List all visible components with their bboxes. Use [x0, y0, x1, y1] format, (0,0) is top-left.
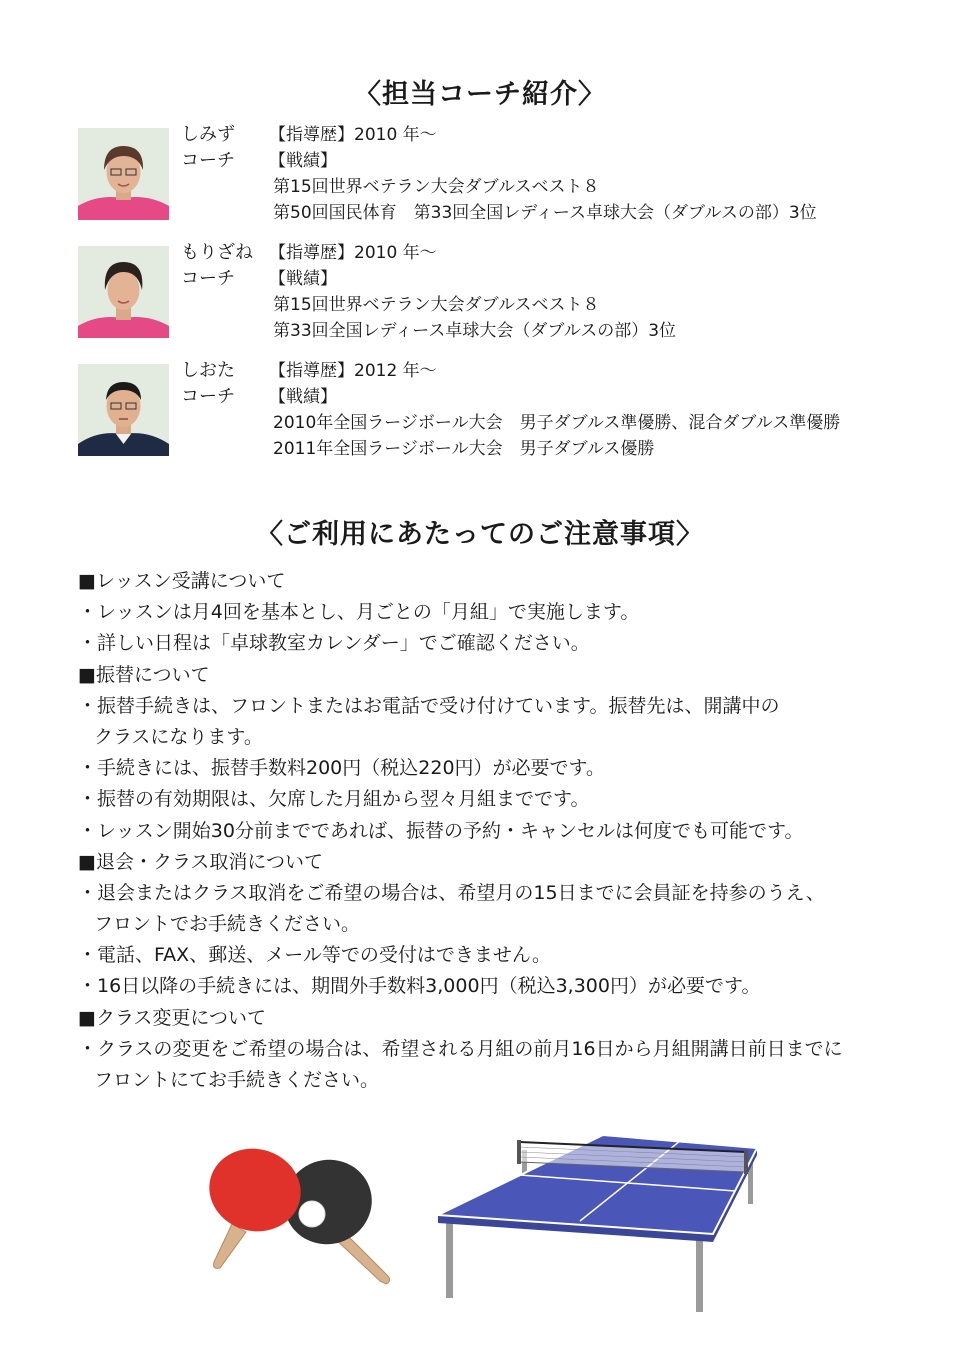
coach-photo-shiota	[78, 364, 169, 456]
notice-item-continuation: フロントにてお手続きください。	[94, 1069, 380, 1091]
coach-history: 【指導歴】2012 年～	[269, 361, 437, 381]
coach-name: もりざね	[181, 242, 253, 263]
coach-history: 【指導歴】2010 年～	[269, 243, 437, 263]
notice-heading: ■クラス変更について	[78, 1006, 267, 1029]
notice-item: ・レッスン開始30分前までであれば、振替の予約・キャンセルは何度でも可能です。	[78, 819, 804, 842]
coach-history: 【指導歴】2010 年～	[269, 125, 437, 145]
notice-heading: ■振替について	[78, 663, 210, 686]
coach-role: コーチ	[181, 268, 235, 289]
coach-record-label: 【戦績】	[269, 269, 337, 289]
coach-record: 第15回世界ベテラン大会ダブルスベスト８	[273, 295, 600, 315]
notice-heading: ■レッスン受講について	[78, 570, 286, 592]
coach-photo-morizane	[78, 246, 169, 338]
notice-item: ・詳しい日程は「卓球教室カレンダー」でご確認ください。	[78, 632, 590, 655]
ping-pong-paddles-icon	[200, 1138, 390, 1284]
coach-record-label: 【戦績】	[269, 387, 337, 407]
coaches-section-title: 〈担当コーチ紹介〉	[354, 79, 606, 110]
coach-record-label: 【戦績】	[269, 151, 337, 171]
notice-item: ・電話、FAX、郵送、メール等での受付はできません。	[78, 944, 551, 967]
notice-item: ・手続きには、振替手数料200円（税込220円）が必要です。	[78, 757, 606, 780]
ping-pong-table-icon	[438, 1135, 757, 1312]
coach-photo-shimizu	[78, 128, 169, 220]
coach-record: 第50回国民体育 第33回全国レディース卓球大会（ダブルスの部）3位	[273, 203, 817, 223]
notice-item: ・16日以降の手続きには、期間外手数料3,000円（税込3,300円）が必要です。	[78, 975, 761, 998]
notice-heading: ■退会・クラス取消について	[78, 850, 324, 873]
coach-record: 第15回世界ベテラン大会ダブルスベスト８	[273, 177, 600, 197]
notice-item-continuation: フロントでお手続きください。	[94, 913, 361, 936]
coach-role: コーチ	[181, 386, 235, 407]
notice-item: ・レッスンは月4回を基本とし、月ごとの「月組」で実施します。	[78, 601, 640, 624]
coach-record: 2011年全国ラージボール大会 男子ダブルス優勝	[273, 439, 655, 459]
coach-card-shiota	[78, 360, 898, 464]
notice-item: ・退会またはクラス取消をご希望の場合は、希望月の15日までに会員証を持参のうえ、	[78, 881, 825, 904]
notice-section-title: 〈ご利用にあたってのご注意事項〉	[256, 519, 704, 550]
notice-list	[78, 566, 908, 1096]
notice-item: ・振替の有効期限は、欠席した月組から翌々月組までです。	[78, 788, 590, 811]
notice-item: ・振替手続きは、フロントまたはお電話で受け付けています。振替先は、開講中の	[78, 694, 780, 717]
coach-name: しおた	[181, 360, 235, 381]
coach-role: コーチ	[181, 150, 235, 171]
coach-record: 第33回全国レディース卓球大会（ダブルスの部）3位	[273, 321, 677, 341]
notice-item-continuation: クラスになります。	[94, 725, 263, 748]
notice-item: ・クラスの変更をご希望の場合は、希望される月組の前月16日から月組開講日前日までに	[78, 1037, 843, 1060]
coach-card-shimizu	[78, 124, 898, 228]
coach-record: 2010年全国ラージボール大会 男子ダブルス準優勝、混合ダブルス準優勝	[273, 413, 841, 433]
coach-name: しみず	[181, 124, 235, 145]
coach-card-morizane	[78, 242, 898, 346]
